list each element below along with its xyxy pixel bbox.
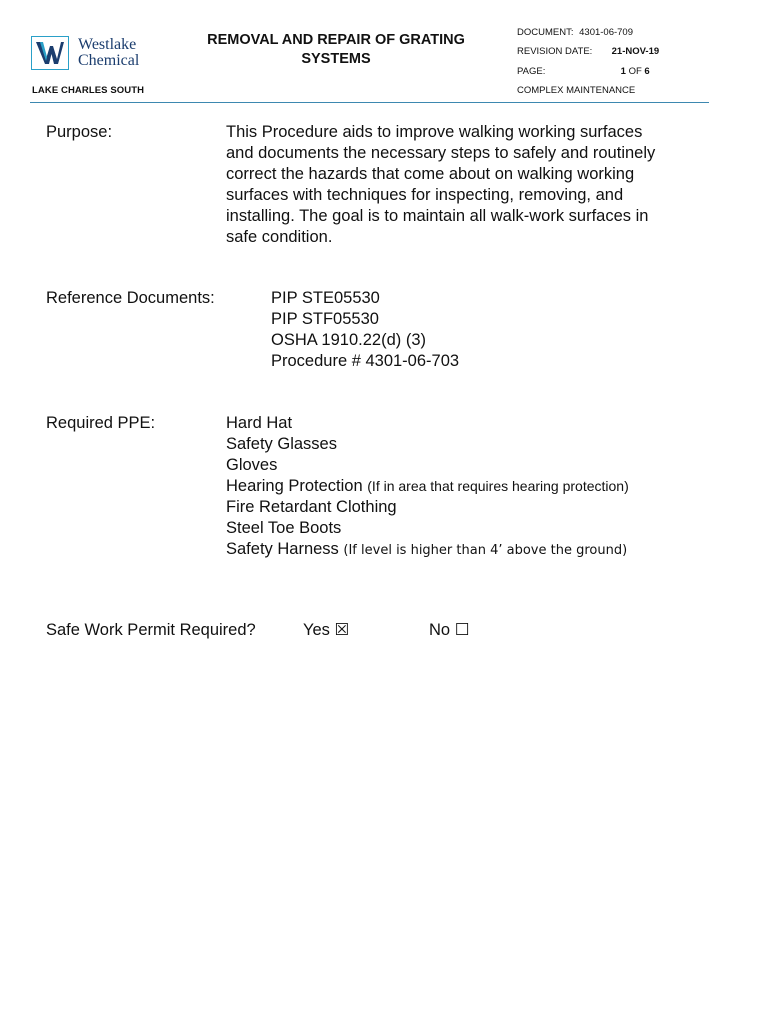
ppe-item [226, 539, 629, 561]
page-total: 6 [644, 66, 650, 77]
purpose-line: This Procedure aids to improve walking working surfaces [226, 123, 643, 141]
company-logo [31, 36, 69, 70]
permit-no-checkbox[interactable]: ☐ [454, 621, 470, 639]
logo-wordmark [78, 37, 139, 69]
document-label: DOCUMENT: [517, 27, 574, 38]
reference-item: PIP STF05530 [271, 310, 379, 328]
page-current: 1 [620, 66, 626, 77]
ppe-item-note: (If in area that requires hearing protection) [367, 478, 629, 494]
ppe-item-name: Safety Glasses [226, 435, 337, 453]
permit-yes-checkbox[interactable]: ☒ [334, 621, 350, 639]
page-indicator [517, 66, 650, 77]
revision-label: REVISION DATE: [517, 46, 593, 57]
purpose-line: safe condition. [226, 228, 333, 246]
logo-line-2: Chemical [78, 52, 140, 69]
ppe-item [226, 518, 629, 539]
header-divider [30, 102, 709, 103]
purpose-label: Purpose: [46, 123, 113, 141]
ppe-item [226, 413, 629, 434]
logo-w-mark-icon [32, 37, 67, 68]
purpose-line: correct the hazards that come about on walking working [226, 165, 635, 183]
purpose-text [226, 122, 706, 248]
ppe-item [226, 497, 629, 518]
ppe-item [226, 434, 629, 455]
ppe-item-name: Hearing Protection [226, 477, 363, 495]
department: COMPLEX MAINTENANCE [517, 85, 636, 96]
revision-date [517, 46, 659, 57]
purpose-line: and documents the necessary steps to safely and routinely [226, 144, 656, 162]
title-line-1: REMOVAL AND REPAIR OF GRATING [207, 32, 465, 48]
document-value: 4301-06-709 [579, 27, 634, 38]
permit-no-option[interactable] [429, 620, 469, 641]
document-number [517, 27, 633, 38]
title-line-2: SYSTEMS [301, 51, 371, 67]
permit-yes-label: Yes [303, 621, 330, 639]
reference-item: Procedure # 4301-06-703 [271, 352, 460, 370]
page-label: PAGE: [517, 66, 546, 77]
ppe-item-name: Safety Harness [226, 540, 339, 558]
ppe-item-note: (If level is higher than 4’ above the ground) [343, 543, 628, 558]
document-title [195, 31, 477, 69]
ppe-item [226, 476, 629, 497]
permit-question: Safe Work Permit Required? [46, 621, 256, 639]
reference-item: OSHA 1910.22(d) (3) [271, 331, 426, 349]
references-list [271, 288, 459, 372]
permit-question-row [46, 620, 470, 641]
reference-item: PIP STE05530 [271, 289, 380, 307]
page-of: OF [628, 66, 642, 77]
purpose-line: surfaces with techniques for inspecting, removing, and [226, 186, 624, 204]
logo-line-1: Westlake [78, 36, 137, 53]
ppe-item-name: Hard Hat [226, 414, 293, 432]
site-name: LAKE CHARLES SOUTH [32, 85, 145, 96]
ppe-item-name: Steel Toe Boots [226, 519, 342, 537]
ppe-label: Required PPE: [46, 414, 156, 432]
ppe-list [226, 413, 629, 561]
references-label: Reference Documents: [46, 289, 215, 307]
ppe-item [226, 455, 629, 476]
purpose-line: installing. The goal is to maintain all walk-work surfaces in [226, 207, 649, 225]
permit-no-label: No [429, 621, 451, 639]
revision-value: 21-NOV-19 [611, 46, 660, 57]
ppe-item-name: Gloves [226, 456, 278, 474]
permit-yes-option[interactable] [303, 620, 349, 641]
ppe-item-name: Fire Retardant Clothing [226, 498, 397, 516]
